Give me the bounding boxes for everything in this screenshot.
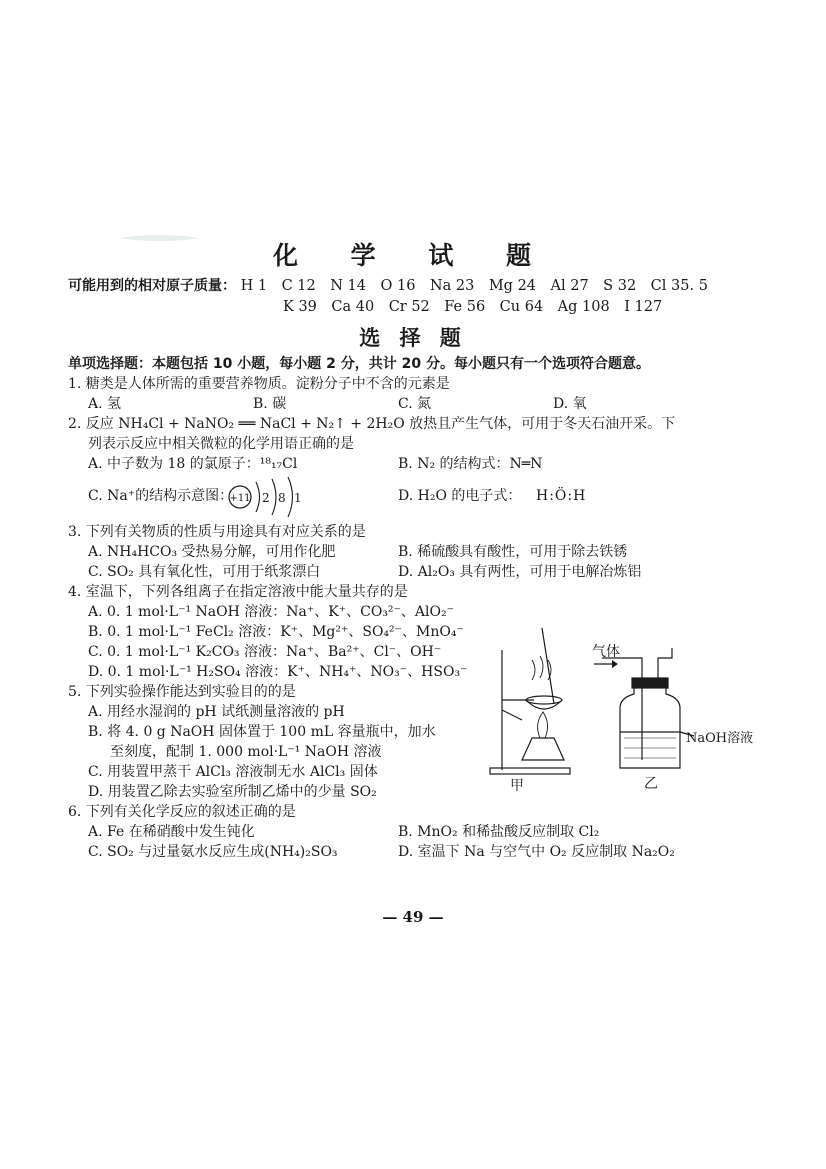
section-title: 选 择 题 xyxy=(359,325,467,350)
q1-options xyxy=(68,394,768,414)
apparatus-jia xyxy=(490,628,570,774)
q6-option-b: B. MnO₂ 和稀盐酸反应制取 Cl₂ xyxy=(398,824,600,840)
q1-option-c: C. 氮 xyxy=(398,396,432,412)
q4-option-a: A. 0. 1 mol·L⁻¹ NaOH 溶液：Na⁺、K⁺、CO₃²⁻、AlO₂⁻ xyxy=(88,604,454,620)
q5-option-b-1: B. 将 4. 0 g NaOH 固体置于 100 mL 容量瓶中，加水 xyxy=(88,724,436,740)
na-ion-structure-diagram xyxy=(226,474,316,520)
atomic-masses-row1: H 1 C 12 N 14 O 16 Na 23 Mg 24 Al 27 S 32 Cl 35. 5 xyxy=(240,278,708,294)
page-title: 化 学 试 题 xyxy=(272,241,554,270)
apparatus-yi xyxy=(602,648,694,768)
q1-option-b: B. 碳 xyxy=(253,396,287,412)
atomic-masses xyxy=(68,276,708,318)
label-jia: 甲 xyxy=(510,778,524,794)
q5-option-c: C. 用装置甲蒸干 AlCl₃ 溶液制无水 AlCl₃ 固体 xyxy=(88,764,378,780)
q6-options-ab xyxy=(68,822,768,842)
q5-option-a: A. 用经水湿润的 pH 试纸测量溶液的 pH xyxy=(88,704,345,720)
q6-option-d: D. 室温下 Na 与空气中 O₂ 反应制取 Na₂O₂ xyxy=(398,844,675,860)
q4-option-b: B. 0. 1 mol·L⁻¹ FeCl₂ 溶液：K⁺、Mg²⁺、SO₄²⁻、MnO₄⁻ xyxy=(88,624,464,640)
shell-2: 8 xyxy=(278,491,286,505)
q4-option-d: D. 0. 1 mol·L⁻¹ H₂SO₄ 溶液：K⁺、NH₄⁺、NO₃⁻、HSO₃⁻ xyxy=(88,664,468,680)
gas-label: 气体 xyxy=(592,644,620,660)
shell-1: 2 xyxy=(262,491,270,505)
q6-stem: 6. 下列有关化学反应的叙述正确的是 xyxy=(68,804,296,820)
q2-options-ab xyxy=(68,454,768,474)
apparatus-figure xyxy=(482,620,772,795)
q5-option-b-2: 至刻度，配制 1. 000 mol·L⁻¹ NaOH 溶液 xyxy=(110,744,382,760)
q6-options-cd xyxy=(68,842,768,862)
nucleus-charge: +11 xyxy=(229,493,251,504)
q2-option-c: C. Na⁺的结构示意图： xyxy=(88,488,234,504)
q1-stem: 1. 糖类是人体所需的重要营养物质。淀粉分子中不含的元素是 xyxy=(68,376,450,392)
q2-stem-1: 2. 反应 NH₄Cl + NaNO₂ ══ NaCl + N₂↑ + 2H₂O 放热且产生气体，可用于冬天石油开采。下 xyxy=(68,416,676,432)
q3-stem: 3. 下列有关物质的性质与用途具有对应关系的是 xyxy=(68,524,366,540)
q3-options-cd xyxy=(68,562,768,582)
q4-option-c: C. 0. 1 mol·L⁻¹ K₂CO₃ 溶液：Na⁺、Ba²⁺、Cl⁻、OH⁻ xyxy=(88,644,442,660)
q3-option-c: C. SO₂ 具有氧化性，可用于纸浆漂白 xyxy=(88,564,321,580)
label-yi: 乙 xyxy=(644,776,658,792)
q3-option-d: D. Al₂O₃ 具有两性，可用于电解冶炼铝 xyxy=(398,564,642,580)
q5-stem: 5. 下列实验操作能达到实验目的的是 xyxy=(68,684,296,700)
atomic-masses-label: 可能用到的相对原子质量： xyxy=(68,278,236,294)
q2-option-b: B. N₂ 的结构式：N═N xyxy=(398,456,543,472)
q6-option-c: C. SO₂ 与过量氨水反应生成(NH₄)₂SO₃ xyxy=(88,844,338,860)
q6-option-a: A. Fe 在稀硝酸中发生钝化 xyxy=(88,824,255,840)
atomic-masses-row2: K 39 Ca 40 Cr 52 Fe 56 Cu 64 Ag 108 I 127 xyxy=(283,299,663,315)
water-electron-formula: H:Ö:H xyxy=(536,488,587,504)
q3-options-ab xyxy=(68,542,768,562)
q1-option-a: A. 氢 xyxy=(88,396,122,412)
q2-options-cd xyxy=(68,474,768,522)
q3-option-b: B. 稀硫酸具有酸性，可用于除去铁锈 xyxy=(398,544,628,560)
q5-option-d: D. 用装置乙除去实验室所制乙烯中的少量 SO₂ xyxy=(88,784,377,800)
q1-option-d: D. 氧 xyxy=(553,396,587,412)
q3-option-a: A. NH₄HCO₃ 受热易分解，可用作化肥 xyxy=(88,544,336,560)
q4-stem: 4. 室温下，下列各组离子在指定溶液中能大量共存的是 xyxy=(68,584,408,600)
instruction: 单项选择题：本题包括 10 小题，每小题 2 分，共计 20 分。每小题只有一个选项符合题意。 xyxy=(68,356,650,372)
q2-option-a: A. 中子数为 18 的氯原子：¹⁸₁₇Cl xyxy=(88,456,298,472)
naoh-solution-label: NaOH溶液 xyxy=(686,731,754,746)
q2-option-d: D. H₂O 的电子式： xyxy=(398,488,522,504)
page-number: — 49 — xyxy=(382,908,444,926)
q2-stem-2: 列表示反应中相关微粒的化学用语正确的是 xyxy=(88,436,354,452)
shell-3: 1 xyxy=(294,491,302,505)
